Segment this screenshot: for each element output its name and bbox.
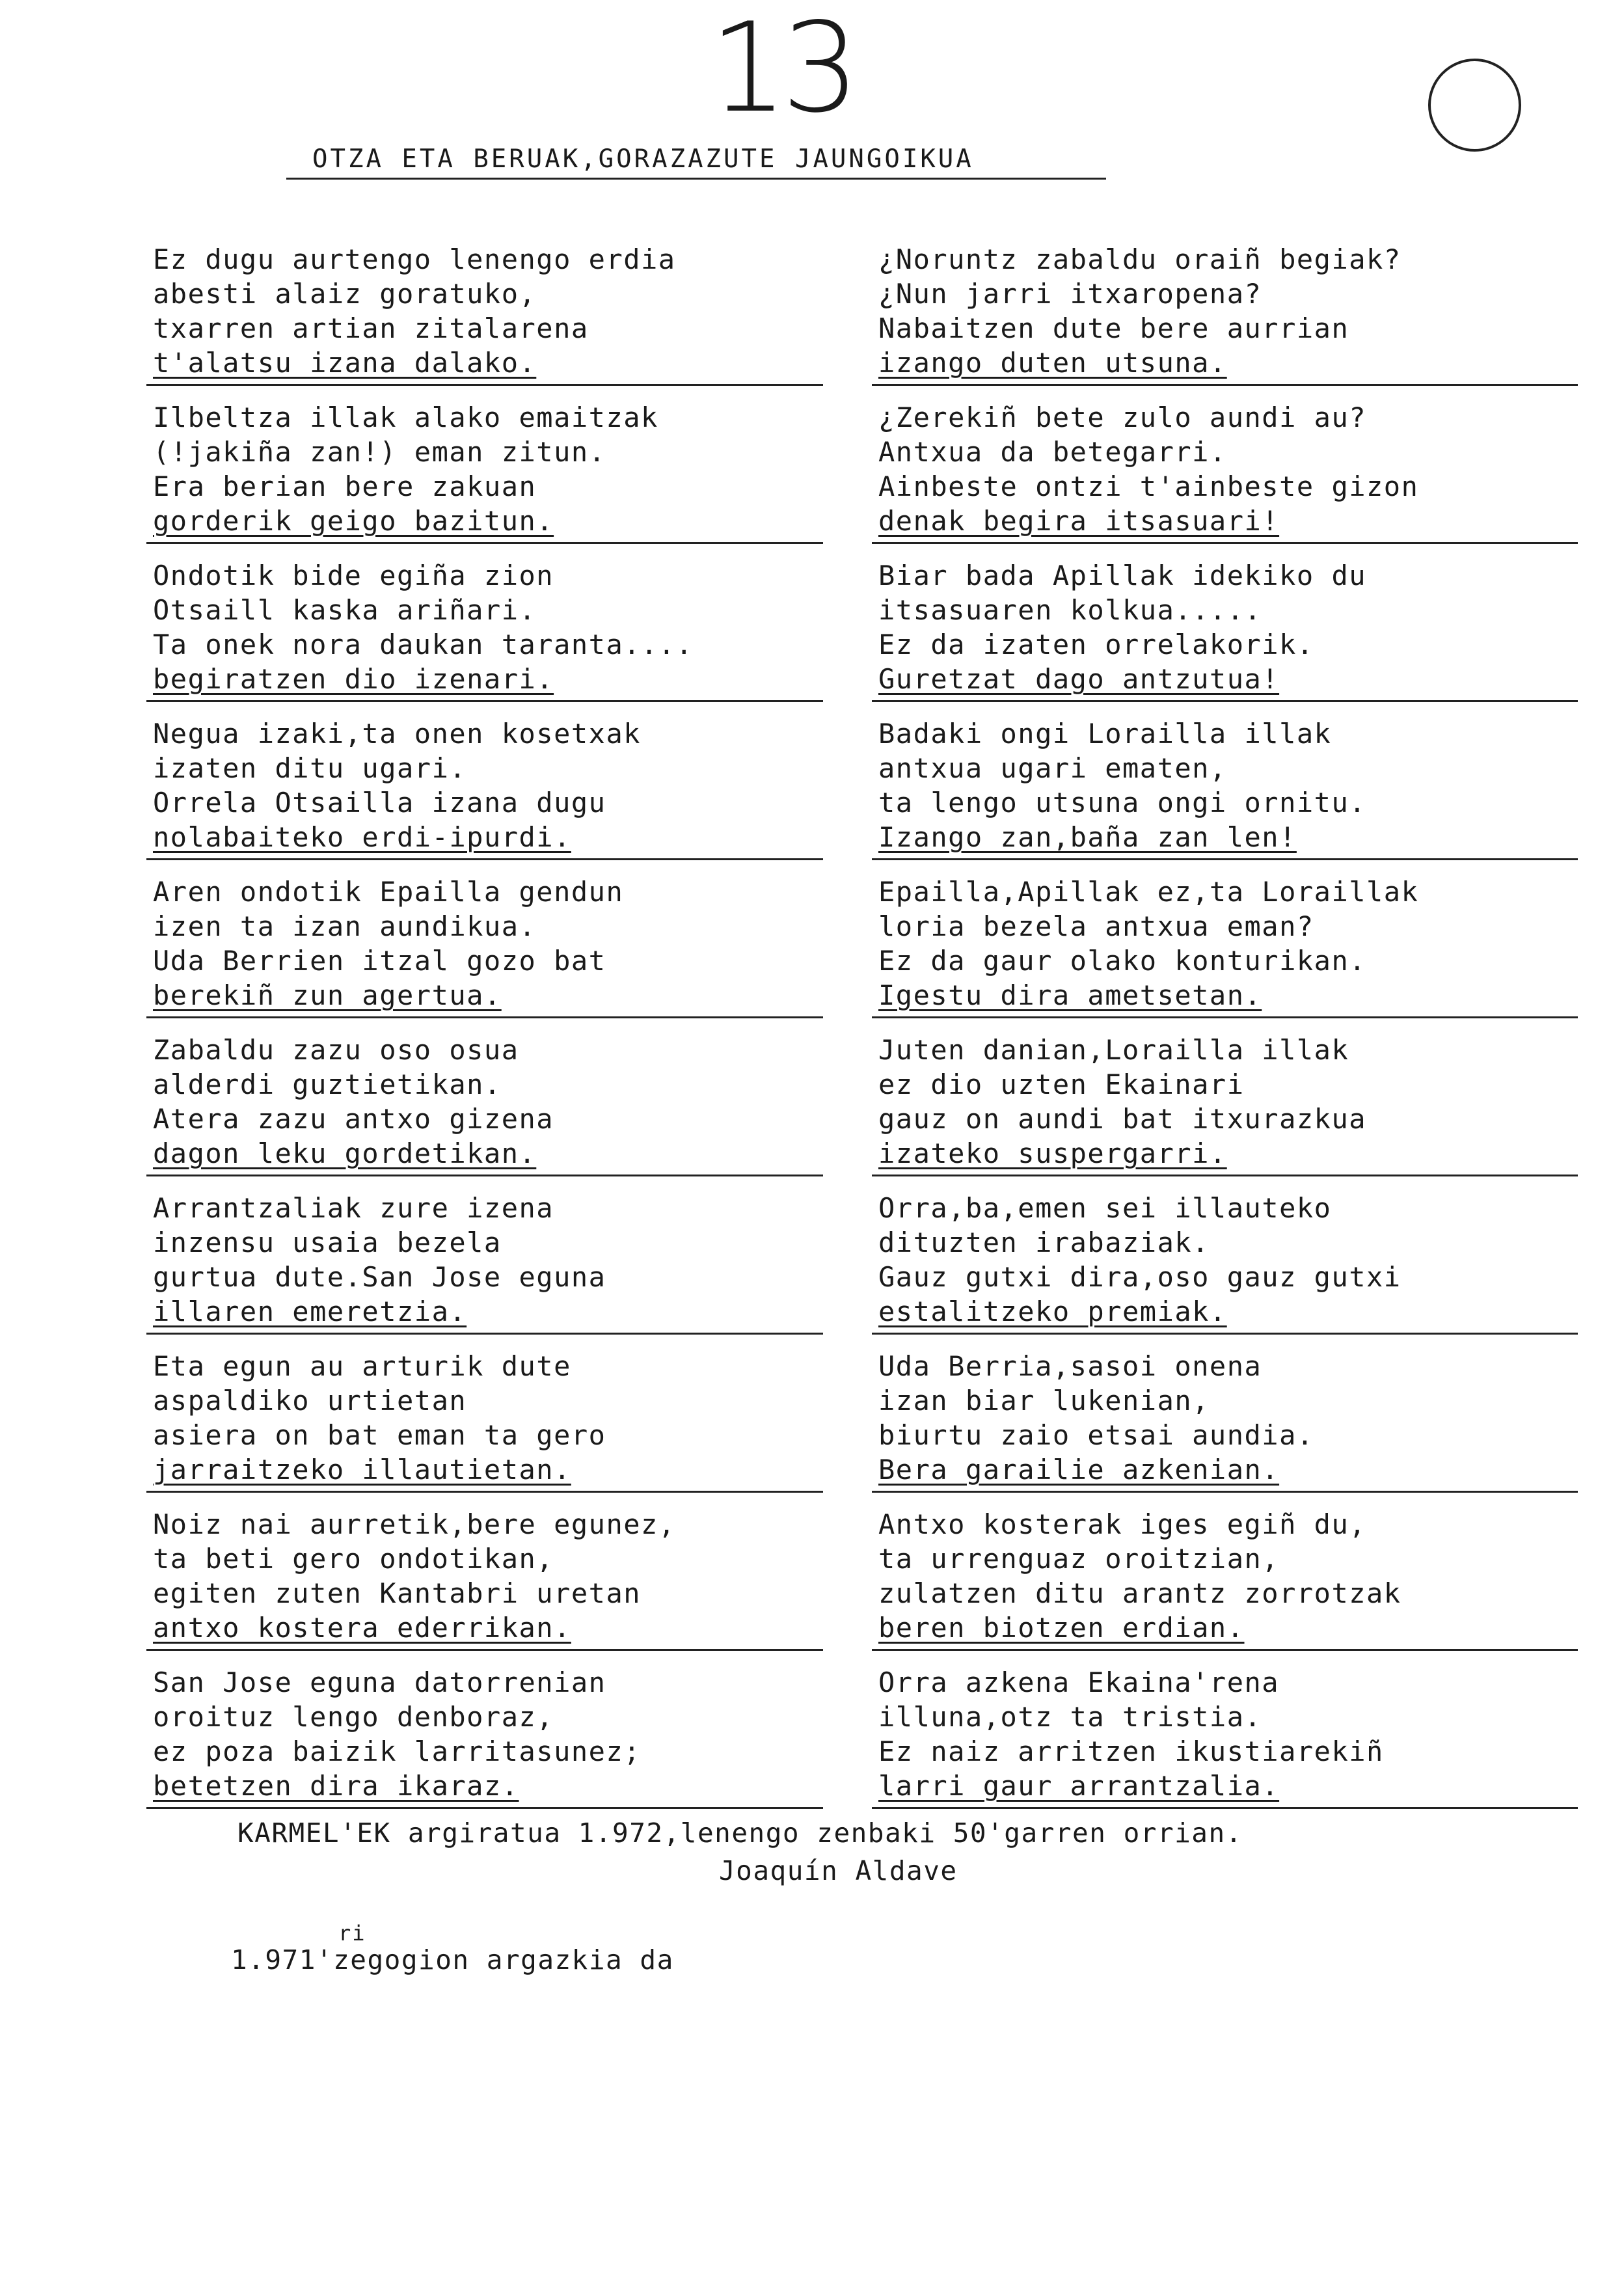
verse-line: inzensu usaia bezela <box>153 1227 502 1258</box>
stanza <box>878 1191 1529 1335</box>
verse-line: Orra,ba,emen sei illauteko <box>878 1192 1332 1224</box>
verse-line: oroituz lengo denboraz, <box>153 1701 554 1733</box>
stanza <box>878 558 1529 702</box>
stanza <box>878 242 1529 386</box>
verse-line: Izango zan,baña zan len! <box>878 821 1297 853</box>
stanza-divider <box>872 384 1578 386</box>
verse-line: Gauz gutxi dira,oso gauz gutxi <box>878 1261 1401 1293</box>
verse-line: Ta onek nora daukan taranta.... <box>153 629 694 660</box>
handwritten-insert: ri <box>338 1921 366 1946</box>
verse-line: Ez da izaten orrelakorik. <box>878 629 1314 660</box>
stanza-divider <box>146 1016 823 1018</box>
verse-line: estalitzeko premiak. <box>878 1296 1227 1327</box>
verse-line: Antxua da betegarri. <box>878 436 1227 468</box>
verse-line: izan biar lukenian, <box>878 1385 1210 1417</box>
stanza-divider <box>146 858 823 860</box>
verse-line: berekiñ zun agertua. <box>153 979 502 1011</box>
verse-line: izango duten utsuna. <box>878 347 1227 379</box>
verse-line: aspaldiko urtietan <box>153 1385 467 1417</box>
stanza-divider <box>872 700 1578 702</box>
verse-line: Ez dugu aurtengo lenengo erdia <box>153 243 676 275</box>
verse-line: begiratzen dio izenari. <box>153 663 554 695</box>
verse-line: Ainbeste ontzi t'ainbeste gizon <box>878 470 1419 502</box>
verse-line: larri gaur arrantzalia. <box>878 1770 1280 1802</box>
verse-line: Era berian bere zakuan <box>153 470 537 502</box>
photo-note: 1.971'zegogion argazkia da <box>231 1944 674 1976</box>
stanza <box>153 242 804 386</box>
verse-line: zulatzen ditu arantz zorrotzak <box>878 1577 1401 1609</box>
stanza <box>153 1665 804 1809</box>
verse-line: loria bezela antxua eman? <box>878 910 1314 942</box>
page-number: 13 <box>709 0 854 140</box>
stanza-divider <box>872 1175 1578 1176</box>
verse-line: Orrela Otsailla izana dugu <box>153 787 606 819</box>
stanza-divider <box>872 858 1578 860</box>
stanza-divider <box>146 1649 823 1651</box>
verse-line: Arrantzaliak zure izena <box>153 1192 554 1224</box>
stanza-divider <box>146 542 823 544</box>
stanza <box>878 1033 1529 1176</box>
verse-line: betetzen dira ikaraz. <box>153 1770 519 1802</box>
verse-line: Ondotik bide egiña zion <box>153 560 554 591</box>
stanza <box>153 1349 804 1493</box>
verse-line: illaren emeretzia. <box>153 1296 467 1327</box>
verse-line: denak begira itsasuari! <box>878 505 1280 537</box>
verse-line: Atera zazu antxo gizena <box>153 1103 554 1135</box>
stanza <box>878 400 1529 544</box>
verse-line: ez poza baizik larritasunez; <box>153 1735 642 1767</box>
verse-line: dagon leku gordetikan. <box>153 1137 537 1169</box>
stanza <box>878 716 1529 860</box>
stanza-divider <box>146 384 823 386</box>
stanza <box>878 875 1529 1018</box>
stanza <box>153 400 804 544</box>
verse-line: Eta egun au arturik dute <box>153 1350 571 1382</box>
verse-line: Otsaill kaska ariñari. <box>153 594 537 626</box>
right-column <box>878 242 1529 1823</box>
page-title: OTZA ETA BERUAK,GORAZAZUTE JAUNGOIKUA <box>286 144 1106 180</box>
verse-line: (!jakiña zan!) eman zitun. <box>153 436 606 468</box>
stanza <box>153 1033 804 1176</box>
stanza-divider <box>872 1649 1578 1651</box>
verse-line: Aren ondotik Epailla gendun <box>153 876 624 908</box>
verse-line: abesti alaiz goratuko, <box>153 278 537 310</box>
verse-line: jarraitzeko illautietan. <box>153 1454 571 1486</box>
verse-line: Uda Berrien itzal gozo bat <box>153 945 606 977</box>
verse-line: Juten danian,Lorailla illak <box>878 1034 1349 1066</box>
verse-line: izateko suspergarri. <box>878 1137 1227 1169</box>
verse-line: Ilbeltza illak alako emaitzak <box>153 401 658 433</box>
verse-line: Ez da gaur olako konturikan. <box>878 945 1367 977</box>
stanza-divider <box>146 700 823 702</box>
verse-line: beren biotzen erdian. <box>878 1612 1245 1644</box>
verse-line: ¿Zerekiñ bete zulo aundi au? <box>878 401 1367 433</box>
verse-line: izen ta izan aundikua. <box>153 910 537 942</box>
verse-line: Epailla,Apillak ez,ta Loraillak <box>878 876 1419 908</box>
stanza <box>153 558 804 702</box>
verse-line: nolabaiteko erdi-ipurdi. <box>153 821 571 853</box>
verse-line: ta lengo utsuna ongi ornitu. <box>878 787 1367 819</box>
stanza <box>153 875 804 1018</box>
verse-line: biurtu zaio etsai aundia. <box>878 1419 1314 1451</box>
verse-line: txarren artian zitalarena <box>153 312 589 344</box>
left-column <box>153 242 804 1823</box>
stanza-divider <box>872 1016 1578 1018</box>
verse-line: Igestu dira ametsetan. <box>878 979 1262 1011</box>
verse-line: Uda Berria,sasoi onena <box>878 1350 1262 1382</box>
circle-mark <box>1428 59 1521 152</box>
stanza <box>878 1349 1529 1493</box>
verse-line: itsasuaren kolkua..... <box>878 594 1262 626</box>
verse-line: Zabaldu zazu oso osua <box>153 1034 519 1066</box>
stanza <box>878 1665 1529 1809</box>
stanza <box>153 1507 804 1651</box>
stanza <box>153 1191 804 1335</box>
stanza <box>153 716 804 860</box>
verse-line: antxo kostera ederrikan. <box>153 1612 571 1644</box>
verse-line: Antxo kosterak iges egiñ du, <box>878 1508 1367 1540</box>
verse-line: gauz on aundi bat itxurazkua <box>878 1103 1367 1135</box>
verse-line: Guretzat dago antzutua! <box>878 663 1280 695</box>
verse-line: Biar bada Apillak idekiko du <box>878 560 1367 591</box>
stanza-divider <box>146 1807 823 1809</box>
verse-line: Noiz nai aurretik,bere egunez, <box>153 1508 676 1540</box>
stanza <box>878 1507 1529 1651</box>
verse-line: ez dio uzten Ekainari <box>878 1068 1245 1100</box>
verse-line: ta urrenguaz oroitzian, <box>878 1543 1280 1575</box>
verse-line: t'alatsu izana dalako. <box>153 347 537 379</box>
verse-line: ta beti gero ondotikan, <box>153 1543 554 1575</box>
stanza-divider <box>146 1175 823 1176</box>
stanza-divider <box>872 1491 1578 1493</box>
stanza-divider <box>872 1807 1578 1809</box>
verse-line: Nabaitzen dute bere aurrian <box>878 312 1349 344</box>
verse-line: egiten zuten Kantabri uretan <box>153 1577 642 1609</box>
stanza-divider <box>872 542 1578 544</box>
verse-line: asiera on bat eman ta gero <box>153 1419 606 1451</box>
publication-credit: KARMEL'EK argiratua 1.972,lenengo zenbaki 50'garren orrian. <box>237 1817 1243 1849</box>
stanza-divider <box>146 1333 823 1335</box>
verse-line: gorderik geigo bazitun. <box>153 505 554 537</box>
verse-line: Negua izaki,ta onen kosetxak <box>153 718 642 750</box>
verse-line: ¿Nun jarri itxaropena? <box>878 278 1262 310</box>
verse-line: ¿Noruntz zabaldu oraiñ begiak? <box>878 243 1401 275</box>
verse-line: illuna,otz ta tristia. <box>878 1701 1262 1733</box>
stanza-divider <box>872 1333 1578 1335</box>
verse-line: gurtua dute.San Jose eguna <box>153 1261 606 1293</box>
verse-line: Badaki ongi Lorailla illak <box>878 718 1332 750</box>
verse-line: Orra azkena Ekaina'rena <box>878 1666 1280 1698</box>
verse-line: Ez naiz arritzen ikustiarekiñ <box>878 1735 1384 1767</box>
stanza-divider <box>146 1491 823 1493</box>
verse-line: izaten ditu ugari. <box>153 752 467 784</box>
author-name: Joaquín Aldave <box>719 1855 958 1886</box>
verse-line: Bera garailie azkenian. <box>878 1454 1280 1486</box>
verse-line: San Jose eguna datorrenian <box>153 1666 606 1698</box>
verse-line: antxua ugari ematen, <box>878 752 1227 784</box>
verse-line: alderdi guztietikan. <box>153 1068 502 1100</box>
verse-line: dituzten irabaziak. <box>878 1227 1210 1258</box>
